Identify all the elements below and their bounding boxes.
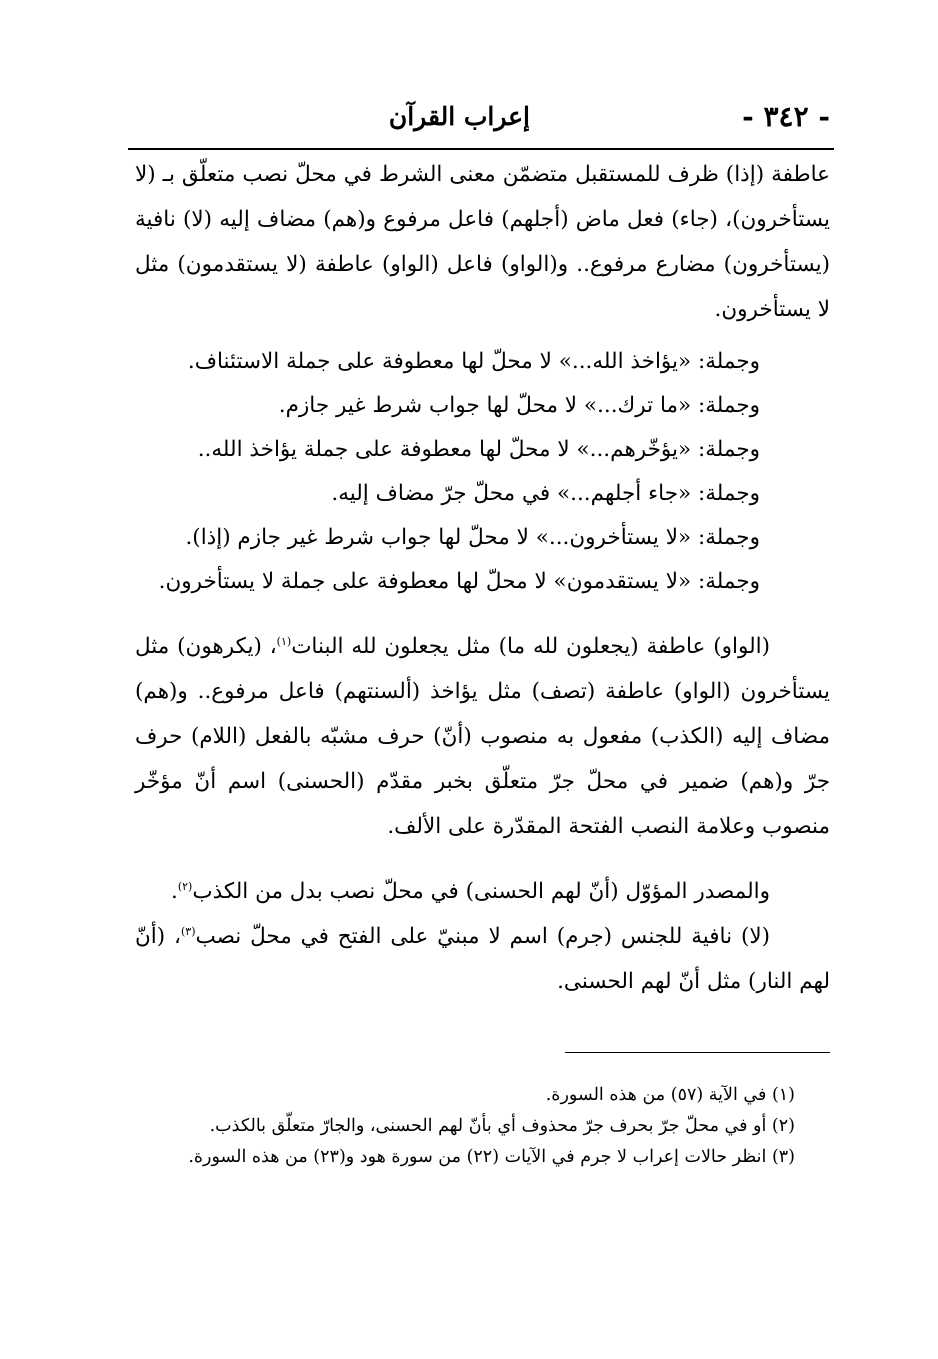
paragraph-1: عاطفة (إذا) ظرف للمستقبل متضمّن معنى الشرط في محلّ نصب متعلّق بـ (لا يستأخرون)، (جاء) فعل ماض (أجلهم) فاعل مرفوع و(هم) مضاف إليه (لا) نافية (يستأخرون) مضارع مرفوع.. و(الواو) فاعل (الواو) عاطفة (لا يستقدمون) مثل لا يستأخرون.: [135, 162, 830, 322]
running-title: إعراب القرآن: [388, 102, 530, 131]
footnote-2: (٢) أو في محلّ جرّ بحرف جرّ محذوف أي بأنّ لهم الحسنى، والجارّ متعلّق بالكذب.: [209, 1116, 795, 1136]
footnotes: [135, 1080, 795, 1173]
paragraph-3: [135, 869, 830, 914]
sentence-line: وجملة: «لا يستقدمون» لا محلّ لها معطوفة على جملة لا يستأخرون.: [158, 569, 760, 594]
paragraph-2-start: (الواو) عاطفة (يجعلون لله ما) مثل يجعلون لله البنات: [291, 634, 771, 659]
paragraph-3-end: .: [170, 879, 178, 904]
sentence-line: وجملة: «لا يستأخرون...» لا محلّ لها جواب شرط غير جازم (إذا).: [185, 525, 760, 550]
sentence-line: وجملة: «يؤاخذ الله...» لا محلّ لها معطوفة على جملة الاستئناف.: [187, 349, 760, 374]
sentence-line: وجملة: «يؤخّرهم...» لا محلّ لها معطوفة على جملة يؤاخذ الله..: [197, 437, 760, 462]
page-number: - ٣٤٢ -: [742, 100, 830, 133]
footnote-ref-2: (٢): [177, 879, 193, 893]
footnote-rule: [565, 1052, 830, 1053]
footnote-ref-1: (١): [276, 634, 292, 648]
paragraph-4-start: (لا) نافية للجنس (جرم) اسم لا مبنيّ على الفتح في محلّ نصب: [195, 924, 770, 949]
footnote-ref-3: (٣): [180, 924, 196, 938]
sentence-line: وجملة: «جاء أجلهم...» في محلّ جرّ مضاف إليه.: [331, 481, 760, 506]
page-header: [170, 100, 830, 140]
paragraph-2: [135, 624, 830, 849]
paragraph-2-rest: ، (يكرهون) مثل يستأخرون (الواو) عاطفة (تصف) مثل يؤاخذ (ألسنتهم) فاعل مرفوع.. و(هم) مضاف إليه (الكذب) مفعول به منصوب (أنّ) حرف مشبّه بالفعل (اللام) حرف جرّ و(هم) ضمير في محلّ جرّ متعلّق بخبر مقدّم (الحسنى) اسم أنّ مؤخّر منصوب وعلامة النصب الفتحة المقدّرة على الألف.: [135, 634, 830, 839]
paragraph-3-start: والمصدر المؤوّل (أنّ لهم الحسنى) في محلّ نصب بدل من الكذب: [192, 879, 770, 904]
main-text: [135, 152, 830, 1004]
footnote-1: (١) في الآية (٥٧) من هذه السورة.: [545, 1085, 795, 1105]
sentence-list: [135, 340, 830, 604]
sentence-line: وجملة: «ما ترك...» لا محلّ لها جواب شرط غير جازم.: [278, 393, 760, 418]
paragraph-4: [135, 914, 830, 1004]
header-rule: [128, 148, 834, 150]
footnote-3: (٣) انظر حالات إعراب لا جرم في الآيات (٢٢) من سورة هود و(٢٣) من هذه السورة.: [188, 1147, 795, 1167]
paragraph-4-rest: ، (أنّ لهم النار) مثل أنّ لهم الحسنى.: [135, 924, 830, 994]
